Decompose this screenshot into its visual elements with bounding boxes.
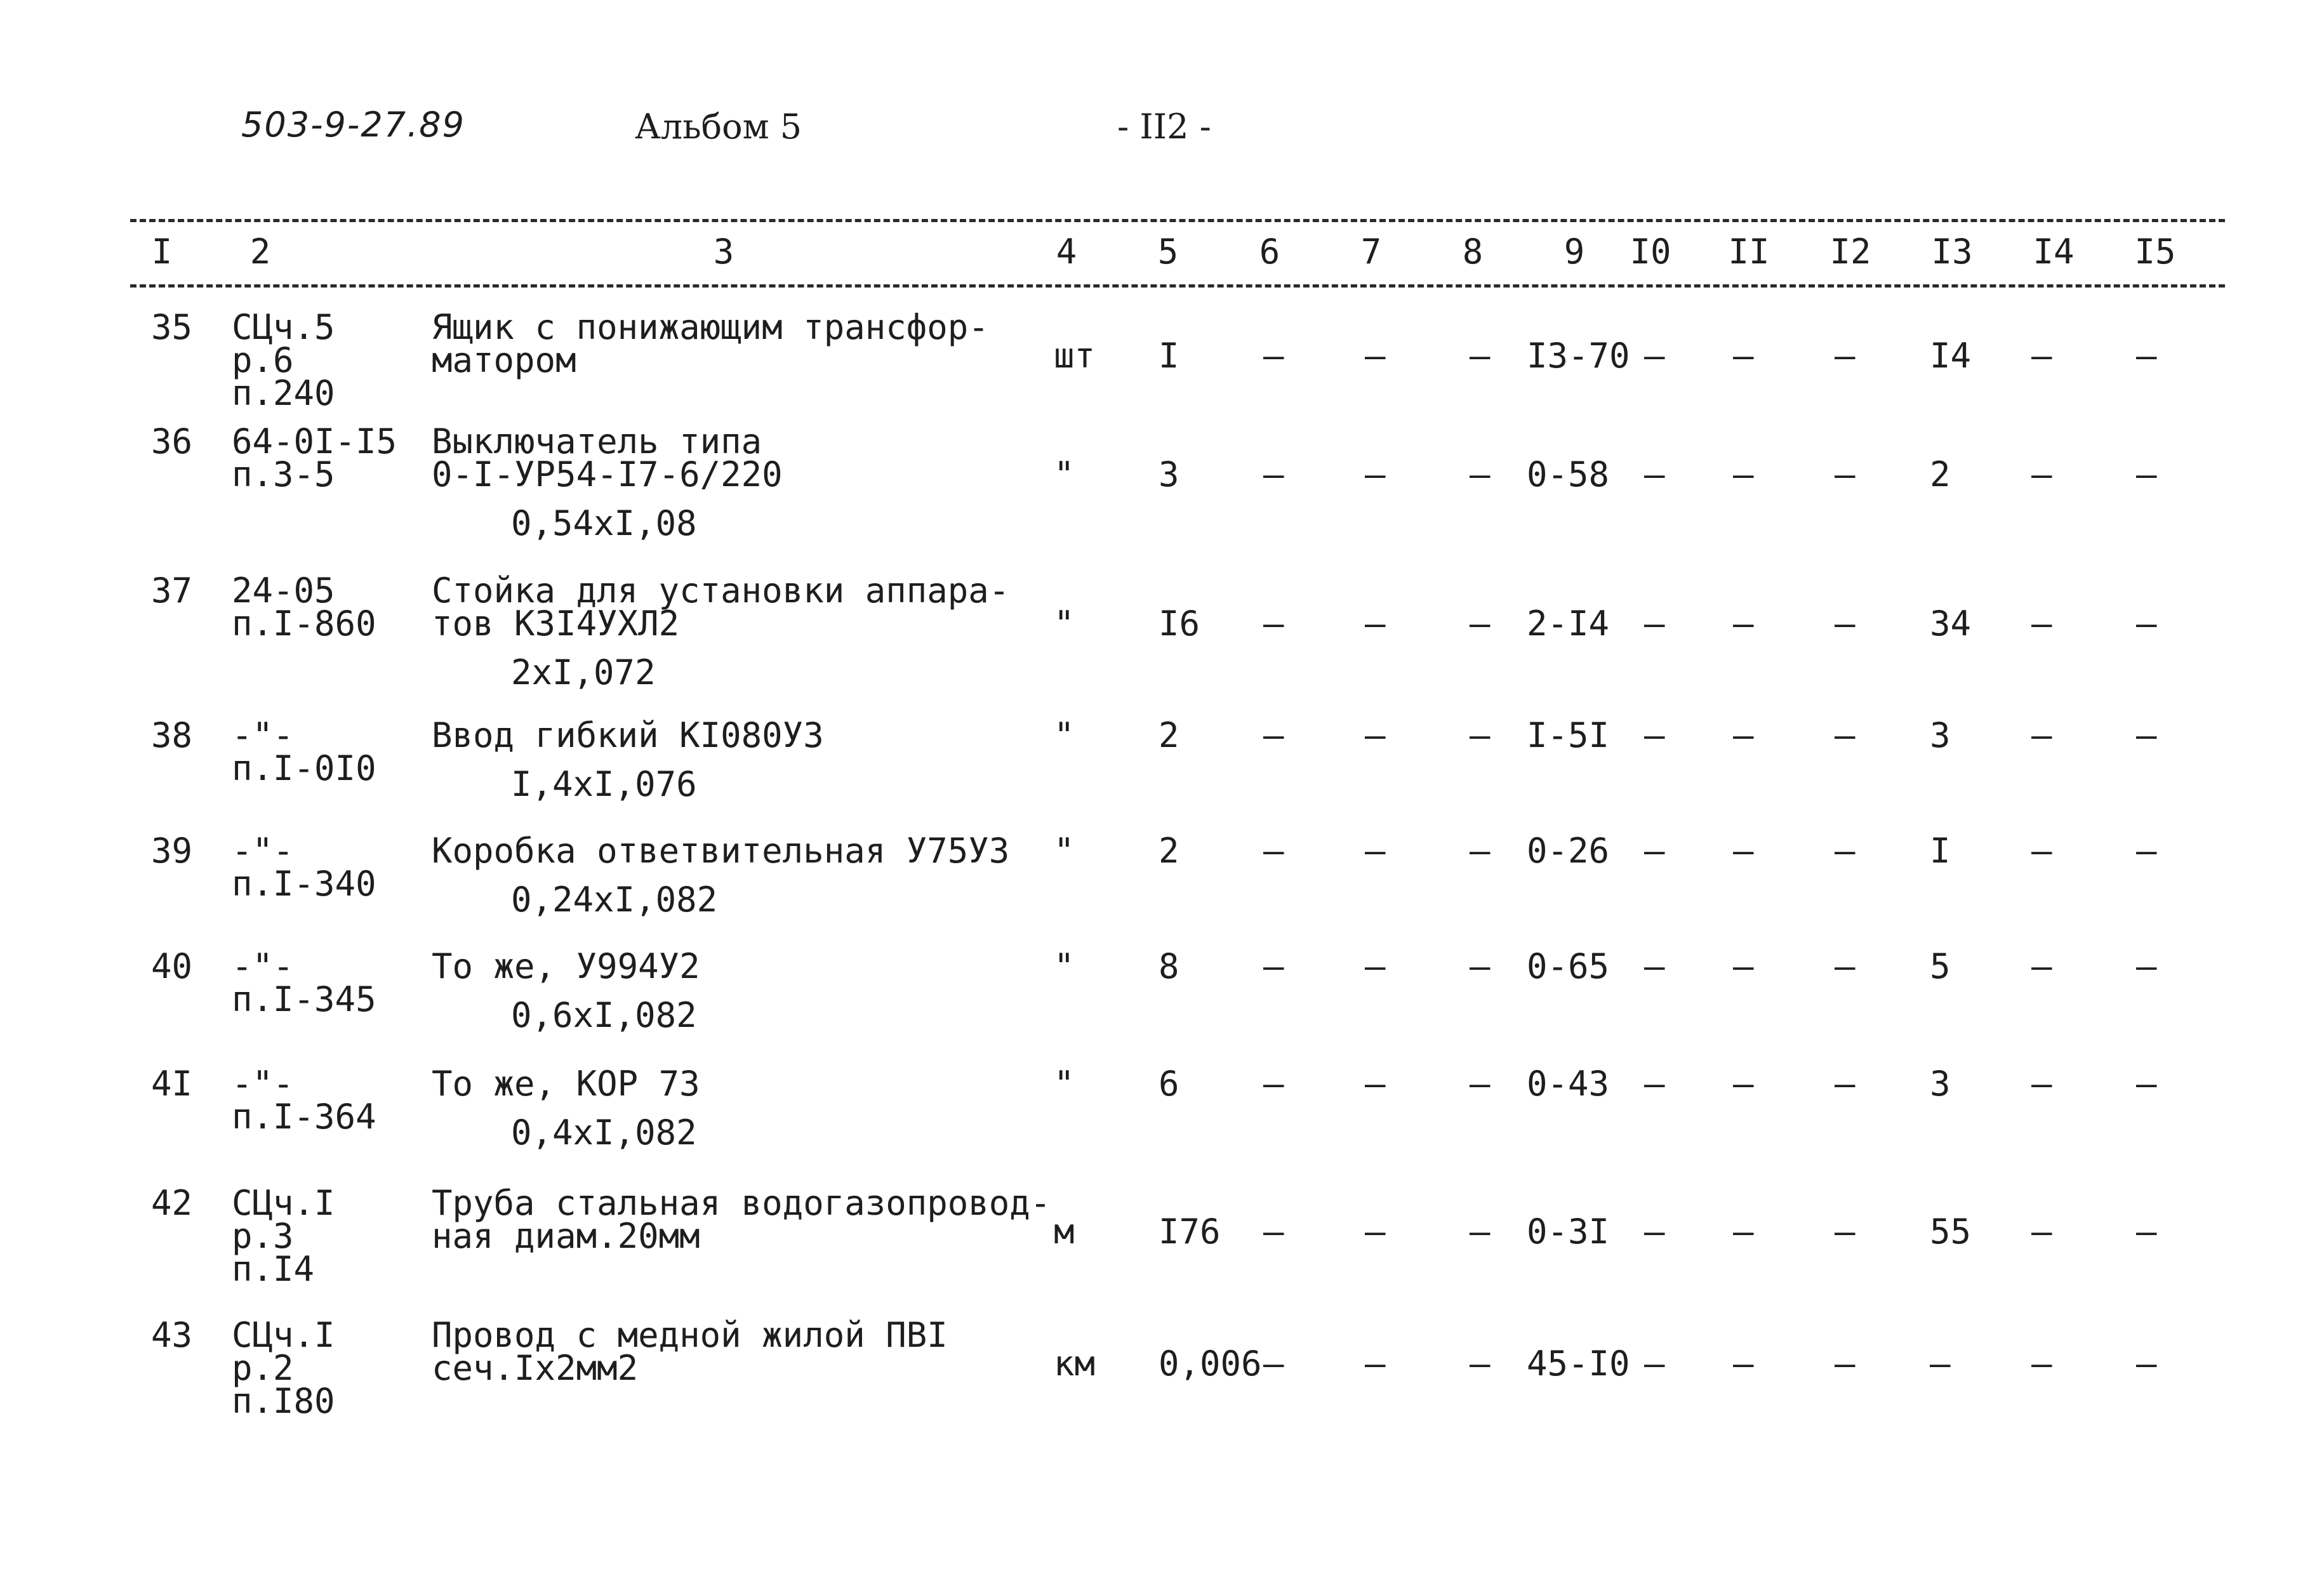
item-name: То же, У994У2 xyxy=(432,946,700,986)
col-14-value: – xyxy=(2031,946,2052,986)
col-13-value: 2 xyxy=(1930,454,1951,494)
column-number-2: 2 xyxy=(249,232,271,272)
col-13-value: 5 xyxy=(1930,946,1951,986)
catalog-ref: СЦч.5 xyxy=(232,307,335,347)
col-9-value: 0-3I xyxy=(1527,1212,1610,1252)
col-15-value: – xyxy=(2136,831,2157,871)
col-15-value: – xyxy=(2136,1344,2157,1384)
catalog-ref: п.I-0I0 xyxy=(232,748,376,788)
catalog-ref: -"- xyxy=(232,946,294,986)
col-9-value: I3-70 xyxy=(1527,336,1630,376)
col-7-value: – xyxy=(1365,1064,1386,1104)
col-10-value: – xyxy=(1644,336,1665,376)
col-7-value: – xyxy=(1365,831,1386,871)
column-number-14: I4 xyxy=(2033,232,2075,272)
col-12-value: – xyxy=(1835,715,1856,755)
col-14-value: – xyxy=(2031,715,2052,755)
col-10-value: – xyxy=(1644,715,1665,755)
col-15-value: – xyxy=(2136,454,2157,494)
page-number: - II2 - xyxy=(1117,107,1211,147)
col-8-value: – xyxy=(1470,336,1491,376)
catalog-ref: п.I-364 xyxy=(232,1097,376,1137)
col-7-value: – xyxy=(1365,946,1386,986)
table-header-rule xyxy=(130,284,2225,288)
col-12-value: – xyxy=(1835,1344,1856,1384)
unit: шт xyxy=(1054,336,1096,376)
item-name: Стойка для установки аппара- xyxy=(432,571,1010,611)
col-15-value: – xyxy=(2136,604,2157,644)
row-number: 37 xyxy=(151,571,193,611)
catalog-ref: п.240 xyxy=(232,373,335,413)
catalog-ref: 24-05 xyxy=(232,571,335,611)
column-number-15: I5 xyxy=(2134,232,2176,272)
catalog-ref: п.I80 xyxy=(232,1381,335,1421)
row-number: 39 xyxy=(151,831,193,871)
col-10-value: – xyxy=(1644,1064,1665,1104)
col-11-value: – xyxy=(1733,454,1754,494)
col-9-value: 0-26 xyxy=(1527,831,1610,871)
col-11-value: – xyxy=(1733,946,1754,986)
col-11-value: – xyxy=(1733,715,1754,755)
album-label: Альбом 5 xyxy=(635,107,802,147)
col-13-value: I4 xyxy=(1930,336,1972,376)
item-dimensions: 0,24хI,082 xyxy=(511,880,718,920)
col-15-value: – xyxy=(2136,715,2157,755)
catalog-ref: п.I-860 xyxy=(232,604,376,644)
col-6-value: – xyxy=(1263,604,1284,644)
unit: " xyxy=(1054,454,1075,494)
quantity: I xyxy=(1159,336,1179,376)
item-dimensions: I,4хI,076 xyxy=(511,764,697,804)
col-11-value: – xyxy=(1733,1212,1754,1252)
col-8-value: – xyxy=(1470,604,1491,644)
column-number-8: 8 xyxy=(1462,232,1484,272)
item-name: Провод с медной жилой ПВI xyxy=(432,1315,948,1355)
item-name: То же, КОР 73 xyxy=(432,1064,700,1104)
col-8-value: – xyxy=(1470,1344,1491,1384)
col-15-value: – xyxy=(2136,1064,2157,1104)
catalog-ref: -"- xyxy=(232,831,294,871)
catalog-ref: -"- xyxy=(232,715,294,755)
column-number-10: I0 xyxy=(1630,232,1671,272)
unit: " xyxy=(1054,831,1075,871)
column-number-3: 3 xyxy=(713,232,734,272)
col-8-value: – xyxy=(1470,946,1491,986)
catalog-ref: СЦч.I xyxy=(232,1183,335,1223)
quantity: 6 xyxy=(1159,1064,1179,1104)
col-7-value: – xyxy=(1365,1344,1386,1384)
col-7-value: – xyxy=(1365,454,1386,494)
column-number-7: 7 xyxy=(1360,232,1382,272)
document-code: 503-9-27.89 xyxy=(241,105,465,145)
quantity: I76 xyxy=(1159,1212,1221,1252)
col-14-value: – xyxy=(2031,1344,2052,1384)
col-12-value: – xyxy=(1835,336,1856,376)
col-11-value: – xyxy=(1733,604,1754,644)
col-6-value: – xyxy=(1263,1064,1284,1104)
quantity: I6 xyxy=(1159,604,1200,644)
col-13-value: – xyxy=(1930,1344,1951,1384)
unit: " xyxy=(1054,604,1075,644)
col-15-value: – xyxy=(2136,1212,2157,1252)
catalog-ref: р.2 xyxy=(232,1348,294,1388)
item-name: Коробка ответвительная У75У3 xyxy=(432,831,1010,871)
col-10-value: – xyxy=(1644,831,1665,871)
col-12-value: – xyxy=(1835,946,1856,986)
col-14-value: – xyxy=(2031,454,2052,494)
col-14-value: – xyxy=(2031,336,2052,376)
column-number-5: 5 xyxy=(1157,232,1179,272)
row-number: 35 xyxy=(151,307,193,347)
col-9-value: 2-I4 xyxy=(1527,604,1610,644)
col-12-value: – xyxy=(1835,604,1856,644)
col-6-value: – xyxy=(1263,715,1284,755)
catalog-ref: р.6 xyxy=(232,340,294,380)
unit: км xyxy=(1054,1344,1096,1384)
item-dimensions: 2хI,072 xyxy=(511,652,656,692)
col-11-value: – xyxy=(1733,1344,1754,1384)
quantity: 8 xyxy=(1159,946,1179,986)
item-name: тов К3I4УХЛ2 xyxy=(432,604,680,644)
item-dimensions: 0,4хI,082 xyxy=(511,1113,697,1153)
row-number: 42 xyxy=(151,1183,193,1223)
col-13-value: 3 xyxy=(1930,1064,1951,1104)
col-6-value: – xyxy=(1263,1344,1284,1384)
col-12-value: – xyxy=(1835,1064,1856,1104)
catalog-ref: п.I-340 xyxy=(232,864,376,904)
col-8-value: – xyxy=(1470,831,1491,871)
col-9-value: 0-58 xyxy=(1527,454,1610,494)
col-9-value: 45-I0 xyxy=(1527,1344,1630,1384)
col-10-value: – xyxy=(1644,604,1665,644)
col-14-value: – xyxy=(2031,831,2052,871)
col-11-value: – xyxy=(1733,336,1754,376)
col-8-value: – xyxy=(1470,1064,1491,1104)
unit: " xyxy=(1054,715,1075,755)
col-9-value: I-5I xyxy=(1527,715,1610,755)
col-12-value: – xyxy=(1835,454,1856,494)
col-6-value: – xyxy=(1263,946,1284,986)
item-name: матором xyxy=(432,340,576,380)
row-number: 4I xyxy=(151,1064,193,1104)
catalog-ref: -"- xyxy=(232,1064,294,1104)
col-7-value: – xyxy=(1365,715,1386,755)
column-number-13: I3 xyxy=(1931,232,1973,272)
row-number: 36 xyxy=(151,421,193,461)
item-dimensions: 0,6хI,082 xyxy=(511,995,697,1035)
column-number-6: 6 xyxy=(1259,232,1280,272)
col-15-value: – xyxy=(2136,336,2157,376)
col-6-value: – xyxy=(1263,454,1284,494)
item-name: Ввод гибкий КI080У3 xyxy=(432,715,824,755)
col-8-value: – xyxy=(1470,715,1491,755)
col-8-value: – xyxy=(1470,454,1491,494)
item-dimensions: 0,54хI,08 xyxy=(511,503,697,543)
column-number-11: II xyxy=(1728,232,1770,272)
quantity: 2 xyxy=(1159,831,1179,871)
unit: " xyxy=(1054,946,1075,986)
column-number-1: I xyxy=(151,232,173,272)
col-10-value: – xyxy=(1644,454,1665,494)
unit: м xyxy=(1054,1212,1075,1252)
col-7-value: – xyxy=(1365,1212,1386,1252)
quantity: 3 xyxy=(1159,454,1179,494)
col-11-value: – xyxy=(1733,831,1754,871)
catalog-ref: п.I-345 xyxy=(232,979,376,1019)
row-number: 40 xyxy=(151,946,193,986)
col-10-value: – xyxy=(1644,1212,1665,1252)
col-10-value: – xyxy=(1644,1344,1665,1384)
col-6-value: – xyxy=(1263,1212,1284,1252)
catalog-ref: 64-0I-I5 xyxy=(232,421,397,461)
catalog-ref: СЦч.I xyxy=(232,1315,335,1355)
col-6-value: – xyxy=(1263,336,1284,376)
col-13-value: 3 xyxy=(1930,715,1951,755)
col-14-value: – xyxy=(2031,1212,2052,1252)
item-name: ная диам.20мм xyxy=(432,1216,700,1256)
quantity: 0,006 xyxy=(1159,1344,1262,1384)
col-9-value: 0-65 xyxy=(1527,946,1610,986)
col-12-value: – xyxy=(1835,831,1856,871)
col-11-value: – xyxy=(1733,1064,1754,1104)
col-9-value: 0-43 xyxy=(1527,1064,1610,1104)
row-number: 43 xyxy=(151,1315,193,1355)
col-12-value: – xyxy=(1835,1212,1856,1252)
quantity: 2 xyxy=(1159,715,1179,755)
column-number-9: 9 xyxy=(1564,232,1585,272)
col-13-value: 55 xyxy=(1930,1212,1972,1252)
item-name: 0-I-УР54-I7-6/220 xyxy=(432,454,783,494)
col-13-value: I xyxy=(1930,831,1951,871)
col-14-value: – xyxy=(2031,1064,2052,1104)
column-number-12: I2 xyxy=(1829,232,1871,272)
col-15-value: – xyxy=(2136,946,2157,986)
item-name: Ящик с понижающим трансфор- xyxy=(432,307,989,347)
catalog-ref: п.3-5 xyxy=(232,454,335,494)
item-name: Выключатель типа xyxy=(432,421,762,461)
row-number: 38 xyxy=(151,715,193,755)
catalog-ref: р.3 xyxy=(232,1216,294,1256)
col-6-value: – xyxy=(1263,831,1284,871)
col-7-value: – xyxy=(1365,604,1386,644)
catalog-ref: п.I4 xyxy=(232,1249,315,1289)
item-name: сеч.Iх2мм2 xyxy=(432,1348,639,1388)
table-top-rule xyxy=(130,219,2225,222)
column-number-4: 4 xyxy=(1056,232,1077,272)
unit: " xyxy=(1054,1064,1075,1104)
col-13-value: 34 xyxy=(1930,604,1972,644)
col-14-value: – xyxy=(2031,604,2052,644)
col-10-value: – xyxy=(1644,946,1665,986)
col-8-value: – xyxy=(1470,1212,1491,1252)
col-7-value: – xyxy=(1365,336,1386,376)
item-name: Труба стальная водогазопровод- xyxy=(432,1183,1051,1223)
